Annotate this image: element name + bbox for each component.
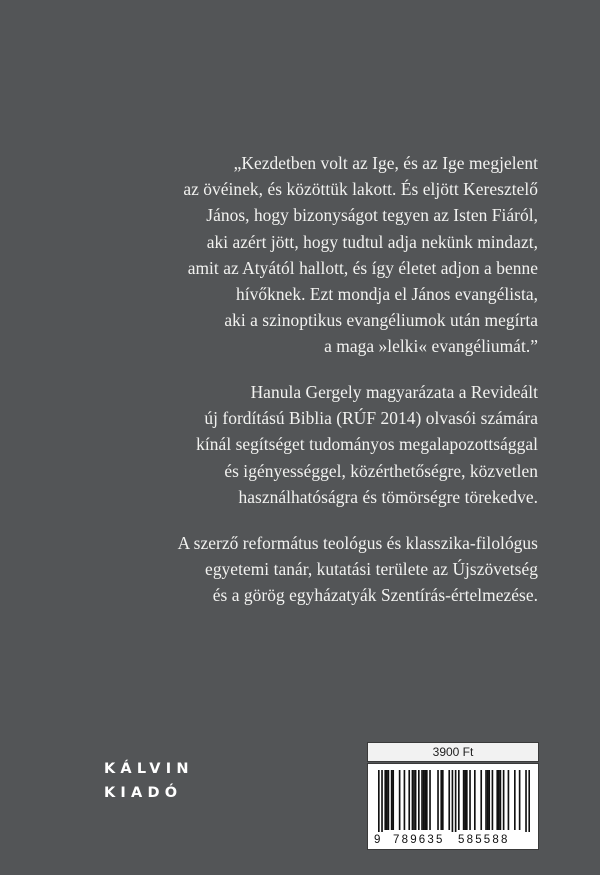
blurb-line: aki azért jött, hogy tudtul adja nekünk mindazt,: [206, 231, 538, 252]
publisher-name-line2: KIADÓ: [104, 785, 183, 801]
blurb-line: kínál segítséget tudományos megalapozottsággal: [196, 434, 538, 455]
barcode-bar: [424, 770, 426, 830]
barcode-bar: [440, 770, 442, 830]
barcode-bar: [426, 770, 428, 830]
barcode-bar: [485, 770, 487, 830]
blurb-line: a maga »lelki« evangéliumát.”: [324, 336, 538, 357]
barcode-right-group: 585588: [458, 834, 510, 846]
barcode-bar: [464, 770, 466, 830]
barcode-bar: [469, 770, 471, 830]
isbn-barcode: [367, 763, 539, 850]
blurb-line: Hanula Gergely magyarázata a Revideált: [250, 382, 538, 402]
barcode-bar: [528, 770, 530, 832]
barcode-bar: [413, 770, 415, 830]
barcode-bar: [388, 770, 390, 830]
publisher-logo: [104, 757, 194, 805]
barcode-bar: [408, 770, 410, 830]
barcode-bar: [519, 770, 521, 830]
barcode-bar: [503, 770, 505, 830]
publisher-name-line1: KÁLVIN: [104, 761, 194, 777]
barcode-bar: [466, 770, 468, 830]
barcode-bar: [423, 770, 425, 830]
barcode-bar: [525, 770, 527, 832]
barcode-bar: [488, 770, 490, 830]
blurb-line: új fordítású Biblia (RÚF 2014) olvasói számára: [204, 408, 538, 429]
barcode-bar: [392, 770, 394, 830]
barcode-bar: [455, 770, 457, 832]
barcode-bar: [452, 770, 454, 832]
barcode-bar: [381, 770, 383, 832]
blurb-line: János, hogy bizonyságot tegyen az Isten Fiáról,: [206, 205, 538, 226]
barcode-bar: [487, 770, 489, 830]
blurb-line: A szerző református teológus és klasszika-filológus: [177, 533, 538, 553]
barcode-bar: [496, 770, 498, 830]
barcode-bar: [378, 770, 380, 832]
barcode-bar: [480, 770, 482, 830]
barcode-left-group: 789635: [393, 834, 445, 846]
blurb-quote: [183, 150, 538, 360]
barcode-bar: [463, 770, 465, 830]
blurb-line: egyetemi tanár, kutatási területe az Újszövetség: [205, 559, 538, 580]
barcode-first-digit: 9: [374, 834, 381, 846]
price-label: 3900 Ft: [367, 742, 539, 762]
barcode-bar: [384, 770, 386, 830]
barcode-bar: [399, 770, 401, 830]
barcode-bar: [448, 770, 450, 830]
barcode-bar: [474, 770, 476, 830]
blurb-line: az övéinek, és közöttük lakott. És eljött Keresztelő: [183, 179, 538, 200]
blurb-line: használhatóságra és tömörségre törekedve.: [238, 486, 538, 507]
barcode-bar: [412, 770, 414, 830]
barcode-bar: [391, 770, 393, 830]
barcode-bar: [514, 770, 516, 830]
barcode-bar: [458, 770, 460, 830]
blurb-line: amit az Atyától hallott, és így életet adjon a benne: [187, 257, 538, 278]
barcode-bar: [415, 770, 417, 830]
blurb-line: „Kezdetben volt az Ige, és az Ige megjelent: [233, 153, 538, 173]
barcode-bar: [404, 770, 406, 830]
blurb-line: és a görög egyházatyák Szentírás-értelmezése.: [212, 585, 538, 606]
barcode-bar: [386, 770, 388, 830]
barcode-bar: [442, 770, 444, 830]
blurb-line: és igényességgel, közérthetőségre, közvetlen: [224, 460, 538, 481]
blurb-line: aki a szinoptikus evangéliumok után megírta: [224, 310, 538, 331]
barcode-bars: [378, 770, 530, 832]
barcode-bar: [508, 770, 510, 830]
barcode-bar: [500, 770, 502, 830]
barcode-bar: [492, 770, 494, 830]
blurb-description: [196, 379, 538, 510]
barcode-bar: [437, 770, 439, 830]
barcode-bar: [421, 770, 423, 830]
blurb-line: hívőknek. Ezt mondja el János evangélista,: [235, 284, 538, 305]
barcode-bar: [418, 770, 420, 830]
barcode-bar: [429, 770, 431, 830]
barcode-bar: [498, 770, 500, 830]
author-bio: [178, 530, 538, 609]
